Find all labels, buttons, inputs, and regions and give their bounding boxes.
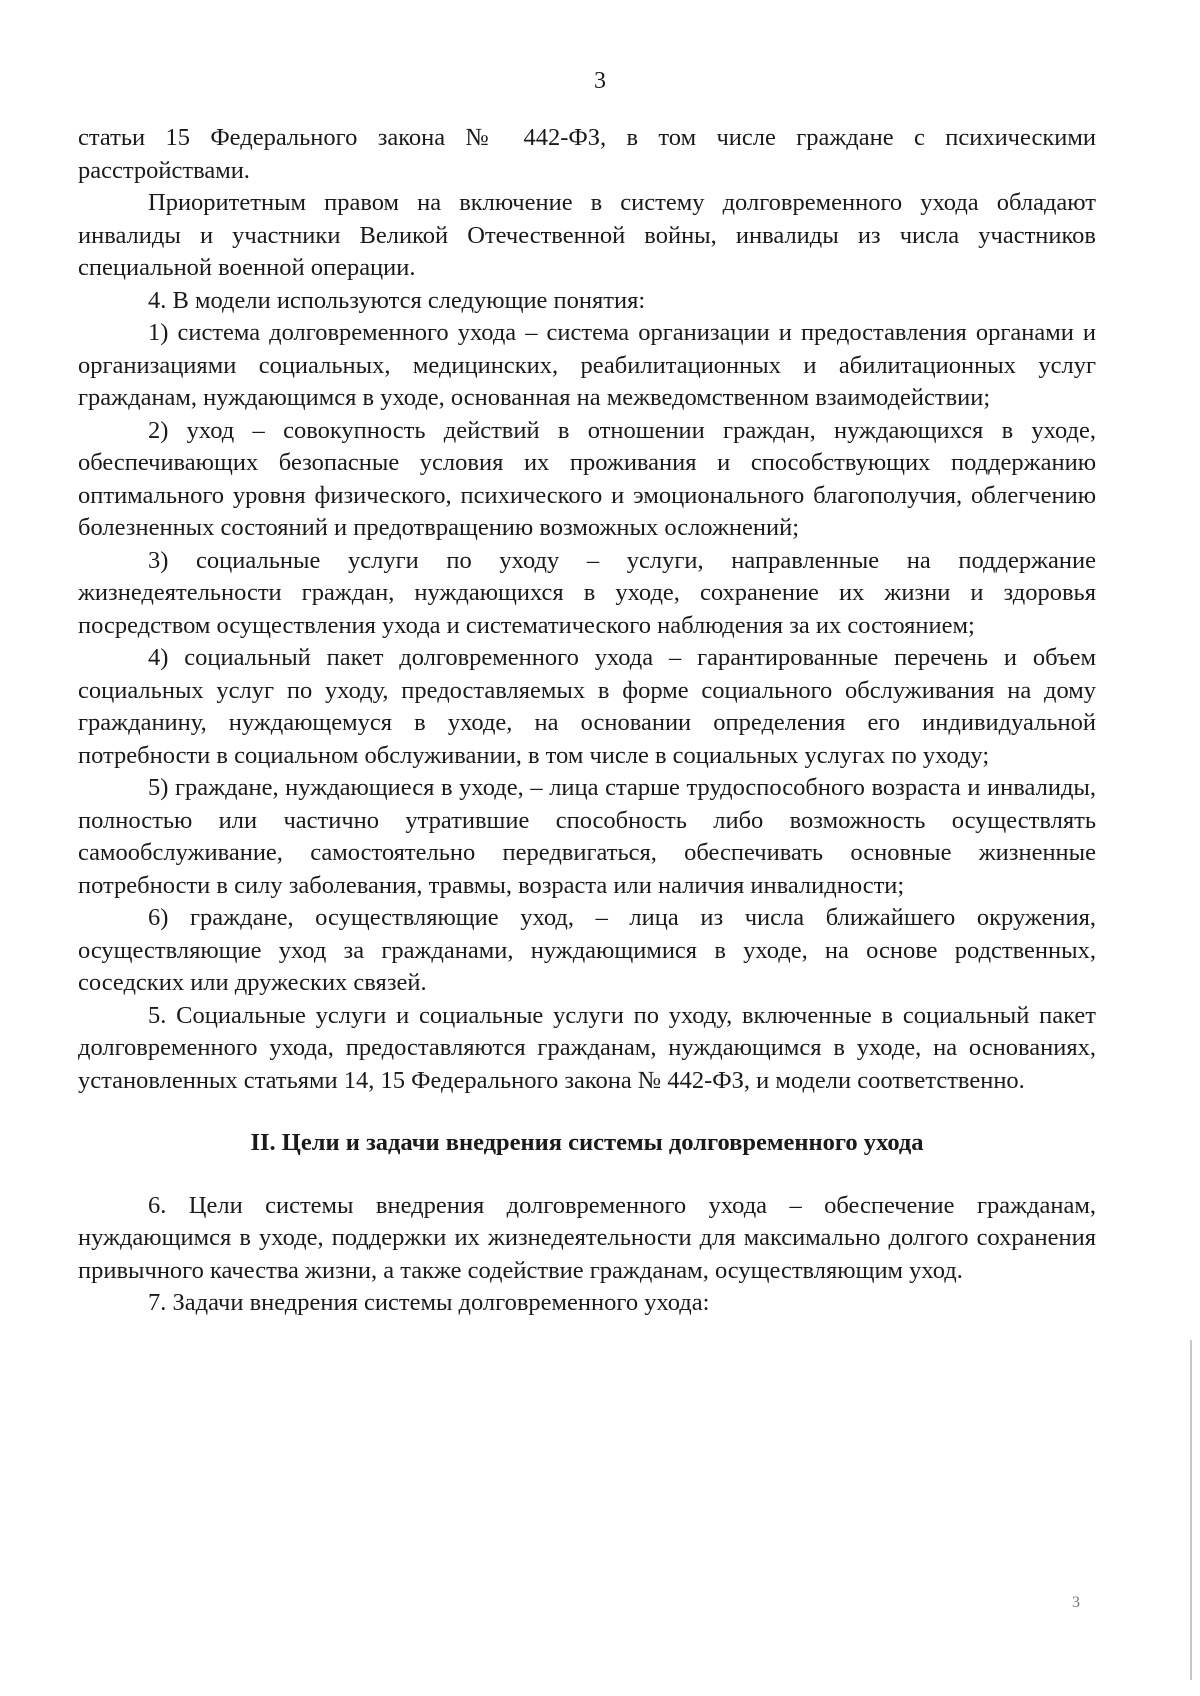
corner-mark: 3	[1072, 1594, 1080, 1611]
paragraph: 2) уход – совокупность действий в отношении граждан, нуждающихся в уходе, обеспечивающих безопасные условия их проживания и способствующих поддержанию оптимального уровня физического, психического и эмоционального благополучия, облегчению болезненных состояний и предотвращению возможных осложнений;	[78, 416, 1096, 541]
document-body	[78, 122, 1096, 1320]
paragraph: 5. Социальные услуги и социальные услуги по уходу, включенные в социальный пакет долговременного ухода, предоставляются гражданам, нуждающимся в уходе, на основаниях, установленных статьями 14, 15 Федерального закона № 442-ФЗ, и модели соответственно.	[78, 1001, 1096, 1094]
paragraph: статьи 15 Федерального закона № 442-ФЗ, в том числе граждане с психическими расстройствами.	[78, 124, 1096, 184]
paragraph: 6) граждане, осуществляющие уход, – лица из числа ближайшего окружения, осуществляющие уход за гражданами, нуждающимися в уходе, на основе родственных, соседских или дружеских связей.	[78, 904, 1096, 996]
section-title: II. Цели и задачи внедрения системы долговременного ухода	[250, 1129, 924, 1156]
paragraph: Приоритетным правом на включение в систему долговременного ухода обладают инвалиды и участники Великой Отечественной войны, инвалиды из числа участников специальной военной операции.	[78, 189, 1096, 281]
paragraph: 1) система долговременного ухода – система организации и предоставления органами и организациями социальных, медицинских, реабилитационных и абилитационных услуг гражданам, нуждающимся в уходе, основанная на межведомственном взаимодействии;	[78, 319, 1096, 411]
paragraph: 7. Задачи внедрения системы долговременного ухода:	[148, 1289, 710, 1316]
paragraph: 6. Цели системы внедрения долговременного ухода – обеспечение гражданам, нуждающимся в уходе, поддержки их жизнедеятельности для максимально долгого сохранения привычного качества жизни, а также содействие гражданам, осуществляющим уход.	[78, 1191, 1096, 1284]
scan-edge-mark	[1190, 1340, 1192, 1680]
paragraph: 4. В модели используются следующие понятия:	[148, 286, 646, 314]
page-number: 3	[594, 68, 606, 94]
paragraph: 3) социальные услуги по уходу – услуги, направленные на поддержание жизнедеятельности граждан, нуждающихся в уходе, сохранение их жизни и здоровья посредством осуществления ухода и систематического наблюдения за их состоянием;	[78, 546, 1096, 639]
paragraph: 5) граждане, нуждающиеся в уходе, – лица старше трудоспособного возраста и инвалиды, полностью или частично утратившие способность либо возможность осуществлять самообслуживание, самостоятельно передвигаться, обеспечивать основные жизненные потребности в силу заболевания, травмы, возраста или наличия инвалидности;	[78, 774, 1096, 899]
paragraph: 4) социальный пакет долговременного ухода – гарантированные перечень и объем социальных услуг по уходу, предоставляемых в форме социального обслуживания на дому гражданину, нуждающемуся в уходе, на основании определения его индивидуальной потребности в социальном обслуживании, в том числе в социальных услугах по уходу;	[78, 644, 1096, 769]
